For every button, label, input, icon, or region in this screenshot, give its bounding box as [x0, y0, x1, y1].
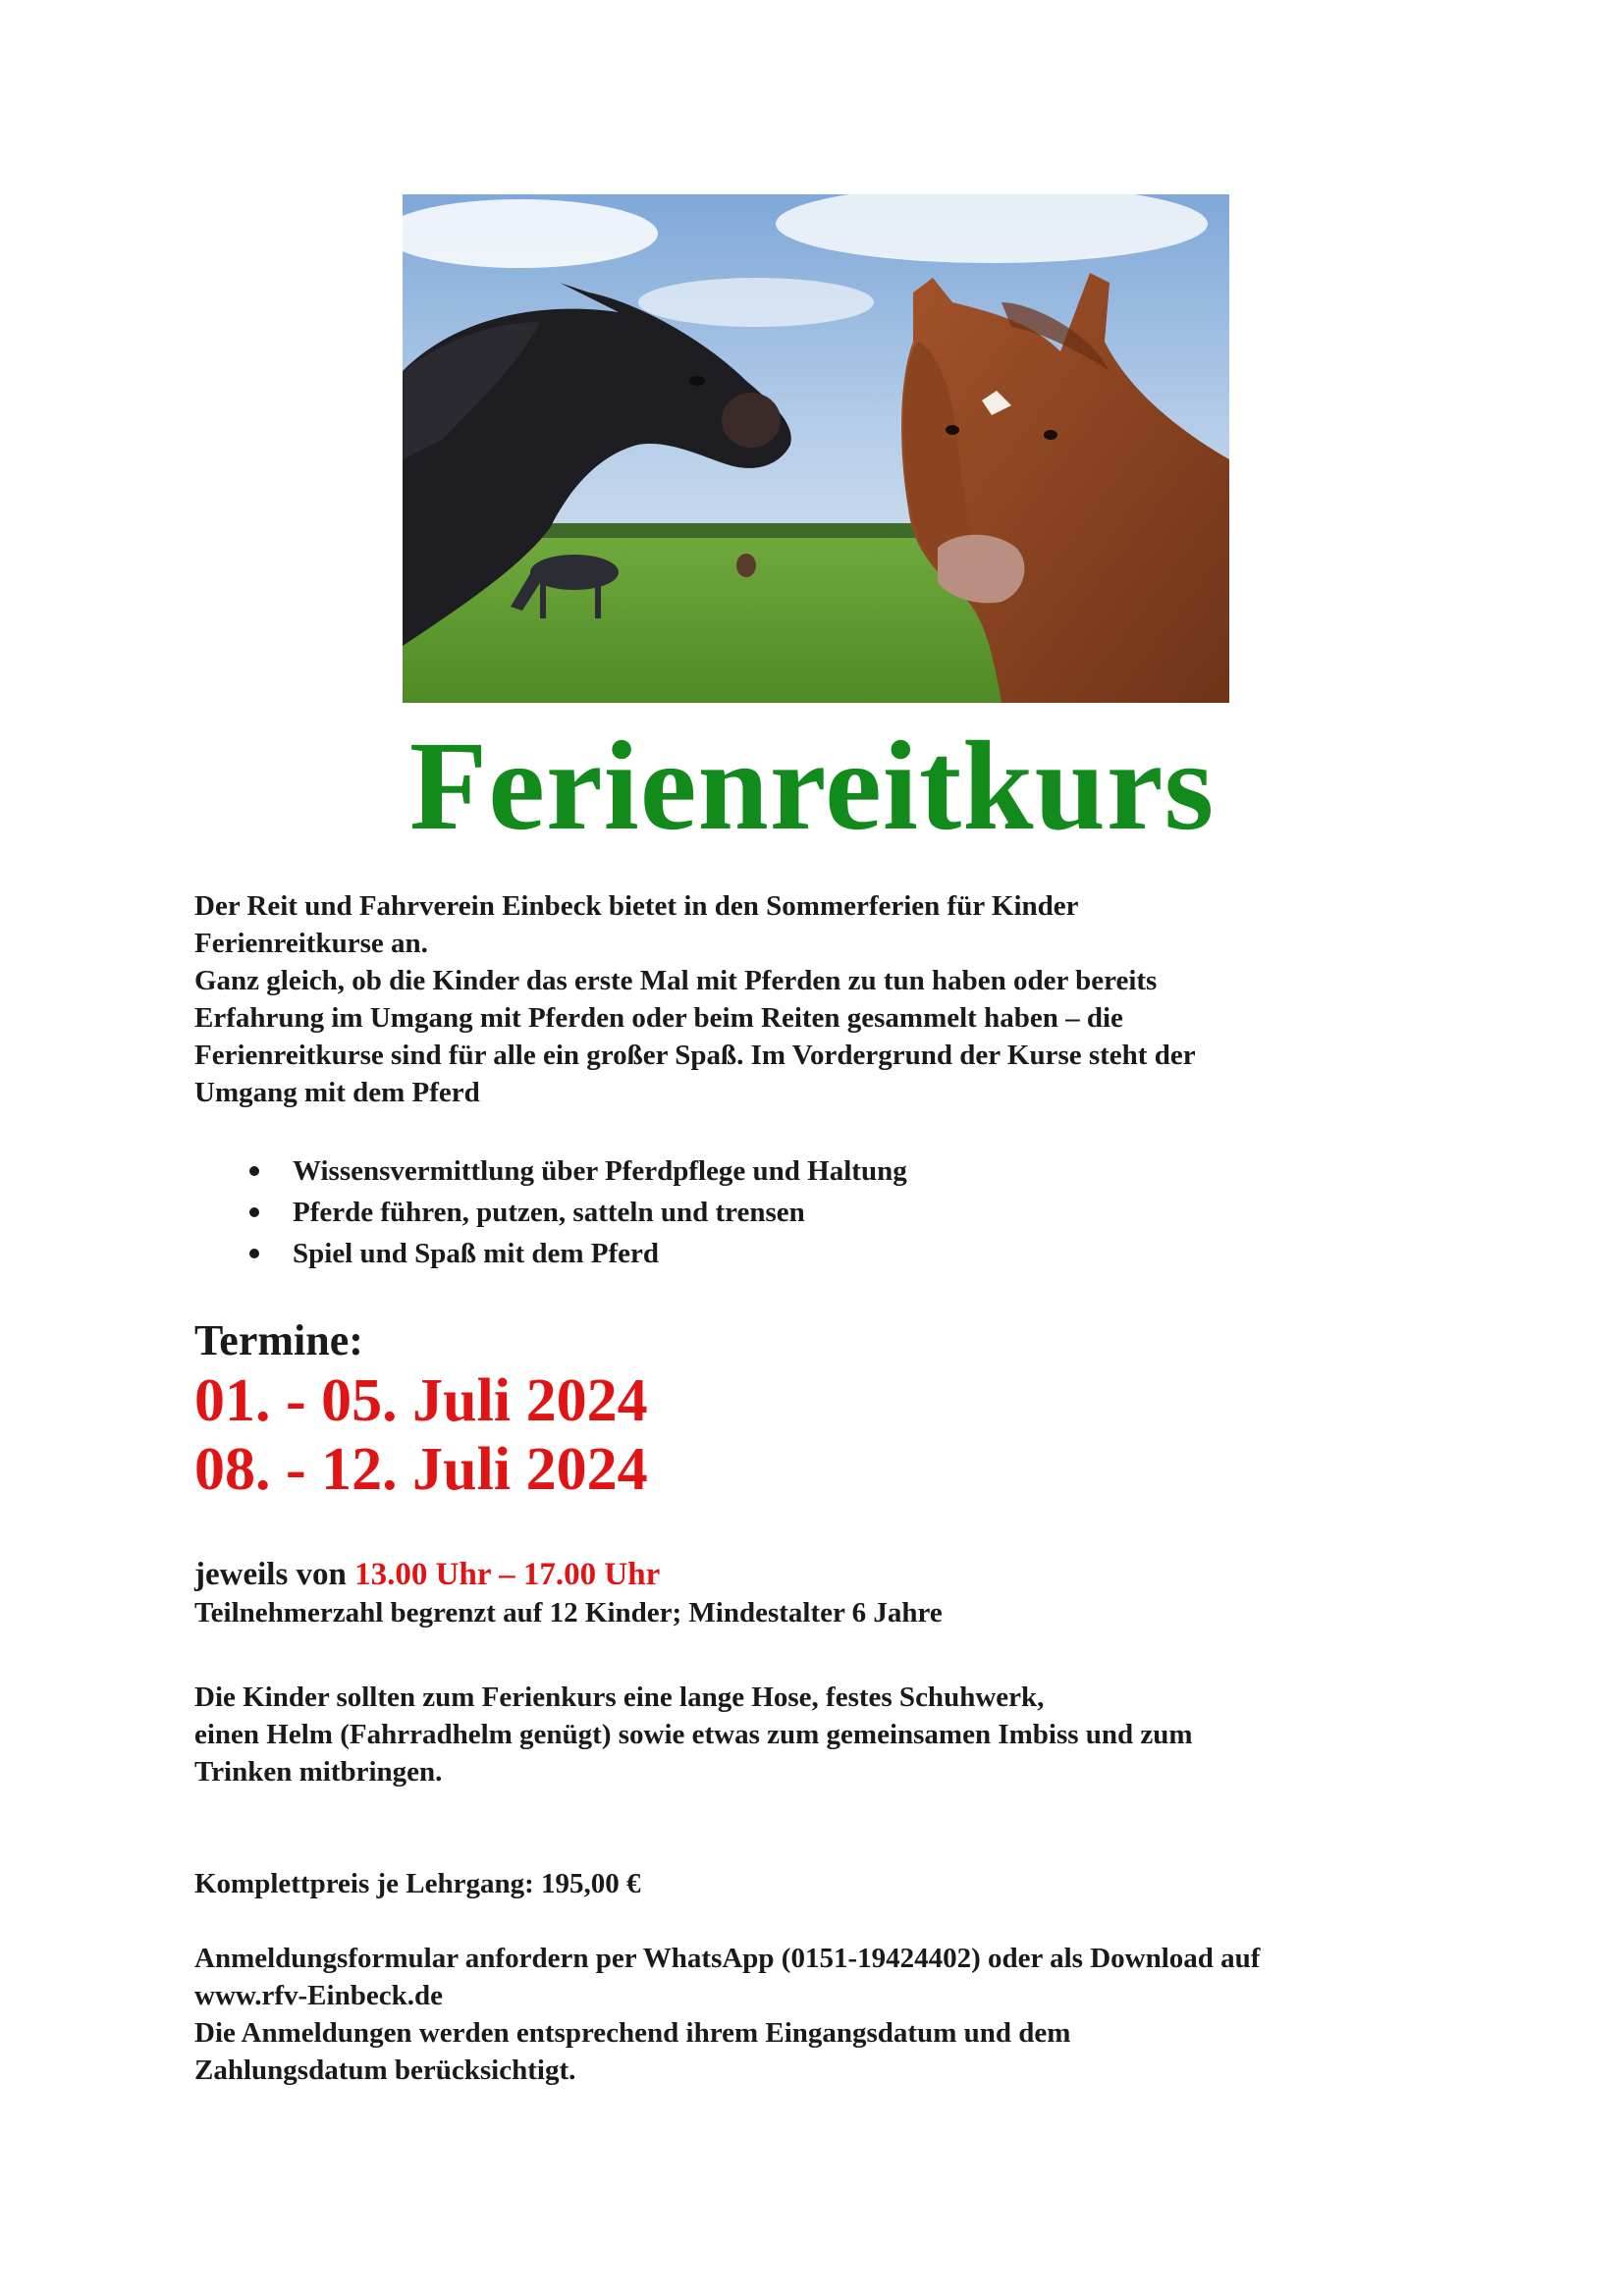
list-item-text: Spiel und Spaß mit dem Pferd — [293, 1238, 660, 1269]
course-date: 01. - 05. Juli 2024 — [194, 1367, 648, 1434]
intro-line: Erfahrung im Umgang mit Pferden oder beim Reiten gesammelt haben – die — [194, 1002, 1123, 1034]
registration-line: Anmeldungsformular anfordern per WhatsApp (0151-19424402) oder als Download auf — [194, 1943, 1261, 1974]
equipment-line: Die Kinder sollten zum Ferienkurs eine lange Hose, festes Schuhwerk, — [194, 1682, 1045, 1713]
intro-line: Ferienreitkurse an. — [194, 928, 428, 959]
flyer-body — [194, 887, 1471, 2089]
times-prefix: jeweils von — [194, 1557, 355, 1592]
times-value: 13.00 Uhr – 17.00 Uhr — [354, 1557, 661, 1592]
participants-info: Teilnehmerzahl begrenzt auf 12 Kinder; Mindestalter 6 Jahre — [194, 1597, 943, 1629]
intro-line: Umgang mit dem Pferd — [194, 1077, 480, 1108]
course-date: 08. - 12. Juli 2024 — [194, 1436, 648, 1503]
equipment-line: Trinken mitbringen. — [194, 1756, 443, 1788]
activities-list — [194, 1150, 1471, 1274]
bullet-icon — [249, 1166, 259, 1176]
list-item — [194, 1150, 1471, 1192]
list-item — [194, 1233, 1471, 1274]
horses-photo — [403, 194, 1229, 703]
registration-line: Zahlungsdatum berücksichtigt. — [194, 2055, 576, 2086]
equipment-line: einen Helm (Fahrradhelm genügt) sowie etwas zum gemeinsamen Imbiss und zum — [194, 1719, 1193, 1750]
horses-illustration — [403, 194, 1229, 703]
price-info: Komplettpreis je Lehrgang: 195,00 € — [194, 1868, 641, 1899]
registration-line: Die Anmeldungen werden entsprechend ihrem Eingangsdatum und dem — [194, 2017, 1071, 2049]
list-item-text: Pferde führen, putzen, satteln und trensen — [293, 1197, 805, 1228]
registration-paragraph — [194, 1940, 1471, 2089]
course-times — [194, 1555, 1471, 1594]
page-title: Ferienreitkurs — [408, 716, 1216, 857]
website-link[interactable]: www.rfv-Einbeck.de — [194, 1980, 443, 2011]
intro-line: Ferienreitkurse sind für alle ein großer Spaß. Im Vordergrund der Kurse steht der — [194, 1040, 1196, 1071]
intro-line: Der Reit und Fahrverein Einbeck bietet in den Sommerferien für Kinder — [194, 890, 1079, 922]
intro-paragraph — [194, 887, 1471, 1111]
list-item-text: Wissensvermittlung über Pferdpflege und Haltung — [293, 1155, 907, 1187]
equipment-paragraph — [194, 1679, 1471, 1790]
list-item — [194, 1192, 1471, 1233]
bullet-icon — [249, 1207, 259, 1217]
bullet-icon — [249, 1249, 259, 1258]
intro-line: Ganz gleich, ob die Kinder das erste Mal mit Pferden zu tun haben oder bereits — [194, 965, 1158, 996]
termine-heading: Termine: — [194, 1316, 363, 1364]
